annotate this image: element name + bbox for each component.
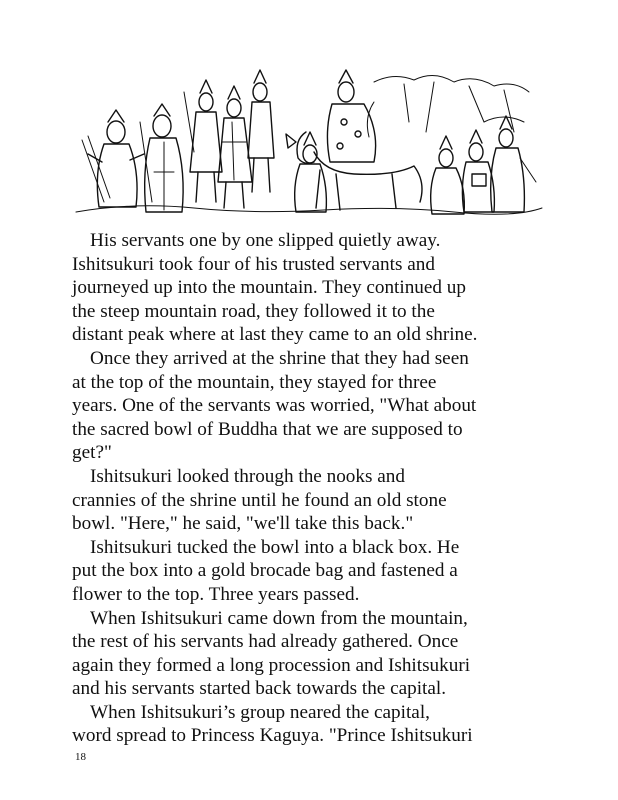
text-line: years. One of the servants was worried, "What about bbox=[72, 395, 477, 417]
text-line: His servants one by one slipped quietly away. bbox=[90, 230, 441, 251]
text-line: Ishitsukuri tucked the bowl into a black box. He bbox=[90, 536, 460, 558]
text-line: Ishitsukuri took four of his trusted servants and bbox=[72, 253, 435, 275]
procession-illustration-icon bbox=[74, 62, 544, 222]
text-line: distant peak where at last they came to an old shrine. bbox=[72, 324, 478, 346]
procession-illustration bbox=[74, 62, 544, 222]
text-line: the steep mountain road, they followed it to the bbox=[72, 300, 435, 322]
text-line: at the top of the mountain, they stayed for three bbox=[72, 371, 437, 393]
text-line: the rest of his servants had already gathered. Once bbox=[72, 631, 459, 653]
text-line: the sacred bowl of Buddha that we are supposed to bbox=[72, 418, 463, 440]
text-line: put the box into a gold brocade bag and fastened a bbox=[72, 560, 458, 582]
text-line: Ishitsukuri looked through the nooks and bbox=[90, 465, 405, 487]
text-line: crannies of the shrine until he found an old stone bbox=[72, 489, 447, 511]
text-line: get?" bbox=[72, 442, 112, 464]
story-text bbox=[72, 229, 572, 748]
text-line: When Ishitsukuri’s group neared the capital, bbox=[90, 701, 430, 723]
text-line: and his servants started back towards the capital. bbox=[72, 678, 447, 700]
text-line: again they formed a long procession and Ishitsukuri bbox=[72, 654, 471, 676]
text-line: journeyed up into the mountain. They continued up bbox=[72, 277, 466, 299]
text-line: When Ishitsukuri came down from the mountain, bbox=[90, 607, 468, 629]
text-line: flower to the top. Three years passed. bbox=[72, 583, 360, 605]
text-line: Once they arrived at the shrine that they had seen bbox=[90, 347, 469, 369]
text-line: word spread to Princess Kaguya. "Prince Ishitsukuri bbox=[72, 725, 473, 747]
page-number: 18 bbox=[75, 751, 86, 763]
text-line: bowl. "Here," he said, "we'll take this back." bbox=[72, 513, 414, 535]
